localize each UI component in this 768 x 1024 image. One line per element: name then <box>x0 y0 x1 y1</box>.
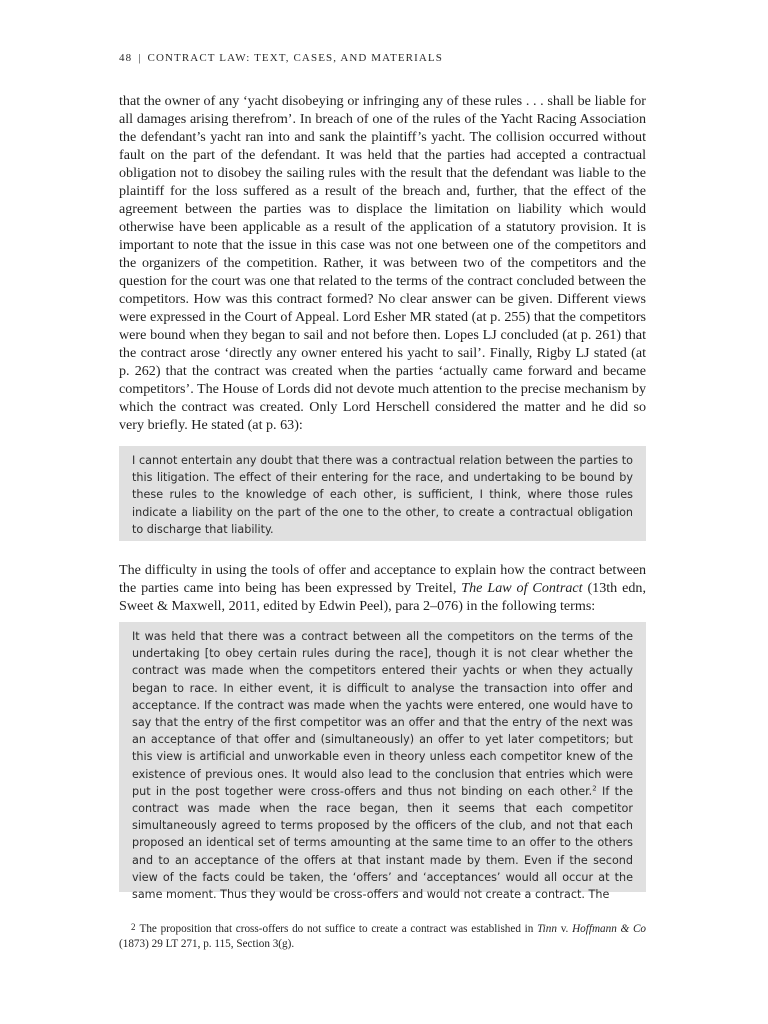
case-versus: v. <box>556 923 573 935</box>
footnote <box>119 920 646 952</box>
body-paragraph-1: that the owner of any ‘yacht disobeying or infringing any of these rules . . . shall be liable for all damages arising therefrom’. In breach of one of the rules of the Yacht Racing Association the defendant’s yacht ran into and sank the plaintiff’s yacht. The collision occurred without fault on the part of the defendant. It was held that the parties had accepted a contractual obligation not to disobey the sailing rules with the result that the defendant was liable to the plaintiff for the loss suffered as a result of the breach and, further, that the effect of the agreement between the parties was to displace the limitation on liability which would otherwise have been applicable as a result of the application of a statutory provision. It is important to note that the issue in this case was not one between one of the competitors and the organizers of the competition. Rather, it was between two of the competitors and the question for the court was one that related to the terms of the contract concluded between the competitors. How was this contract formed? No clear answer can be given. Different views were expressed in the Court of Appeal. Lord Esher MR stated (at p. 255) that the competitors were bound when they began to sail and not before then. Lopes LJ concluded (at p. 261) that the contract arose ‘directly any owner entered his yacht to sail’. Finally, Rigby LJ stated (at p. 262) that the contract was created when the parties ‘actually came forward and became competitors’. The House of Lords did not devote much attention to the precise mechanism by which the contract was created. Only Lord Herschell considered the matter and he did so very briefly. He stated (at p. 63): <box>119 93 646 433</box>
footnote-reference[interactable]: 2 <box>592 784 597 793</box>
running-head-separator: | <box>138 52 142 64</box>
body-paragraph-2 <box>119 561 646 615</box>
paragraph-2-text: The difficulty in using the tools of offer and acceptance to explain how the contract between the parties came into being has been expressed by Treitel, <box>119 562 646 596</box>
book-title: CONTRACT LAW: TEXT, CASES, AND MATERIALS <box>147 52 443 64</box>
quote-2-text-cont: If the contract was made when the race began, then it seems that each competitor simultaneously agreed to terms proposed by the officers of the club, and not that each proposed an identical set of terms amounting at the same time to an offer to the others and to an acceptance of the offers at that instant made by them. Even if the second view of the facts could be taken, the ‘offers’ and ‘acceptances’ would all occur at the same moment. Thus they would be cross-offers and would not create a contract. The <box>132 784 633 902</box>
footnote-number: 2 <box>131 922 136 932</box>
quote-2-text: It was held that there was a contract between all the competitors on the terms of the undertaking [to obey certain rules during the race], though it is not clear whether the contract was made when the competitors entered their yachts or when they actually began to race. In either event, it is difficult to analyse the transaction into offer and acceptance. If the contract was made when the yachts were entered, one would have to say that the entry of the first competitor was an offer and that the entry of the next was an acceptance of that offer and (simultaneously) an offer to yet later competitors; but this view is artificial and unworkable even in theory unless each competitor knew of the existence of previous ones. It would also lead to the conclusion that entries which were put in the post together were cross-offers and thus not binding on each other. <box>132 630 633 798</box>
running-head <box>119 52 443 64</box>
paragraph-2-text-cont: (13th edn, Sweet & Maxwell, 2011, edited by Edwin Peel), para 2–076) in the following terms: <box>119 580 646 614</box>
case-name: Tinn <box>537 923 557 935</box>
footnote-citation: (1873) 29 LT 271, p. 115, Section 3(g). <box>119 938 295 950</box>
page-number: 48 <box>119 52 133 64</box>
block-quote-treitel <box>119 622 646 902</box>
case-party-2: Hoffmann & Co <box>572 923 647 935</box>
cited-book-title: The Law of Contract <box>461 580 583 596</box>
footnote-text: The proposition that cross-offers do not suffice to create a contract was established in <box>139 923 538 935</box>
block-quote-herschell: I cannot entertain any doubt that there was a contractual relation between the parties to this litigation. The effect of their entering for the race, and undertaking to be bound by these rules to the knowledge of each other, is sufficient, I think, where those rules indicate a liability on the part of the one to the other, to create a contractual obligation to discharge that liability. <box>119 446 646 541</box>
